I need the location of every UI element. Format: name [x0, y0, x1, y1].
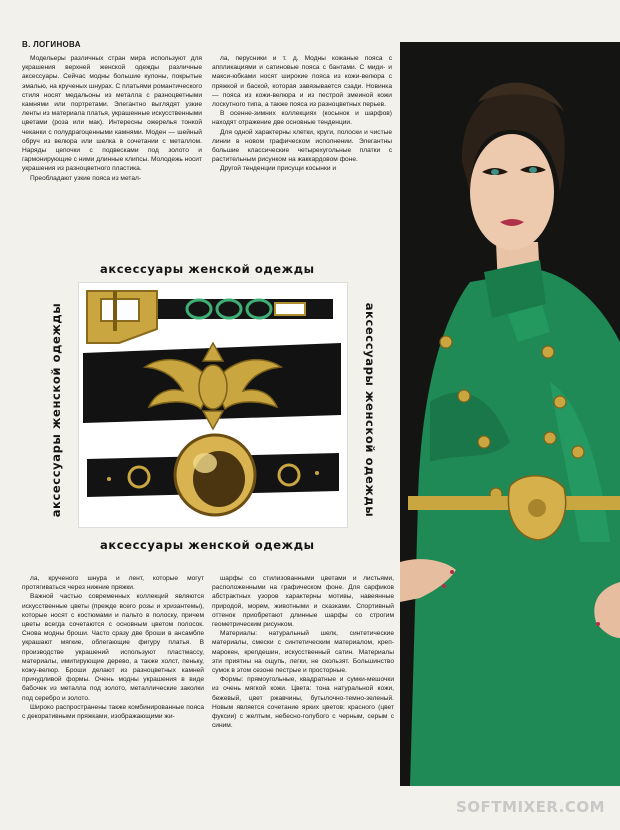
belt-top	[87, 291, 333, 343]
article-column-3	[22, 574, 204, 794]
article-column-4	[212, 574, 394, 794]
article-column-1	[22, 54, 202, 234]
banner-bottom: аксессуары женской одежды	[100, 538, 315, 552]
watermark: SOFTMIXER.COM	[456, 798, 606, 816]
article-column-2	[212, 54, 392, 234]
article-paragraph: Широко распространены также комбинированные пояса с декоративными пряжками, изображающими жи-	[22, 703, 204, 721]
banner-left: аксессуары женской одежды	[49, 302, 63, 518]
fashion-photo	[400, 42, 620, 786]
article-paragraph: ла, перусники и т. д. Модны кожаные пояса с аппликациями и сатиновые пояса с бантами. С миди- и макси-юбками носят широкие пояса из кожи-велюра с пряжкой и баской, которая завязывается сзади. Новинка — пояса из кожи-велюра и из пестрой змеиной кожи лоскутного типа, а также пояса из разноцветных перьев.	[212, 55, 392, 109]
article-paragraph: Другой тенденции присущи косынки и	[220, 165, 337, 173]
belt-bottom	[87, 435, 339, 515]
article-paragraph: Материалы: натуральный шелк, синтетические материалы, смески с синтетическим материалом, креп-марокен, крепдешин, искусственный сатин. Материалы эти приятны на ощупь, легки, не скользят. Большинство сумок в этом сезоне пестрые и просторные.	[212, 630, 394, 675]
article-paragraph: ла, крученого шнура и лент, которые могут протягиваться через нижние пряжки.	[22, 575, 204, 592]
belt-middle	[83, 343, 341, 429]
banner-top: аксессуары женской одежды	[100, 262, 315, 276]
article-paragraph: Преобладают узкие пояса из метал-	[30, 174, 142, 182]
belts-photo	[78, 282, 348, 528]
article-paragraph: Формы: прямоугольные, квадратные и сумки-мешочки из очень мягкой кожи. Цвета: тона натуральной кожи, бежевый, цвет ржавчины, бутылочно-темно-зеленый. Новым является сочетание ярких цветов: красного (цвет фуксии) с желтым, небесно-голубого с черным, серым с синим.	[212, 676, 394, 730]
article-paragraph: В осенне-зимних коллекциях (косынок и шарфов) находят отражение две основные тенденции.	[212, 110, 392, 127]
article-paragraph: Важной частью современных коллекций являются искусственные цветы (прежде всего розы и хризантемы), которые носят с костюмами и пальто в полоску, причем цветы всегда сочетаются с основным цветом полосок. Снова модны броши. Часто сразу две броши в ансамбле украшают мягкие, облегающие фигуру платья. В производстве украшений используют пластмассу, материалы, имитирующие дерево, а также холст, пеньку, кожу-велюр. Броши делают из разноцветных камней причудливой формы. Очень модны украшения в виде бабочек из металла под золото, металлические заколки под серебро и золото.	[22, 593, 204, 702]
article-paragraph: Модельеры различных стран мира используют для украшения верхней женской одежды различные аксессуары. Сейчас модны большие кулоны, покрытые эмалью, на крученых шнурах. С платьями романтического стиля носят медальоны из металла с разноцветными камнями или портретами. Элегантно выглядят узкие ленты из материала платья, украшенные искусственными цветами (роза или мак). Интересны ожерелья тонкой чеканки с полудрагоценными камнями. Моден — шейный обруч из велюра или шелка в сочетании с металлом. Наряды цепочки с подвесками под золото и гармонирующие с ними длинные клипсы. Молодежь носит украшения из разноцветного пластика.	[22, 55, 202, 173]
banner-right: аксессуары женской одежды	[363, 302, 377, 518]
article-paragraph: шарфы со стилизованными цветами и листьями, расположенными на графическом фоне. Для сарфиков абстрактных узоров характерны мотивы, навеянные природой, морем, животными и сказками. Спортивный оттенок приобретают длинные шарфы со строгим геометрическим рисунком.	[212, 575, 394, 629]
author-name: В. ЛОГИНОВА	[22, 40, 81, 49]
article-paragraph: Для одной характерны клетки, круги, полоски и чистые линии в новом графическом исполнении. Элегантны большие классические четырехугольные платки с растительным рисунком на жаккардовом фоне.	[212, 128, 392, 164]
